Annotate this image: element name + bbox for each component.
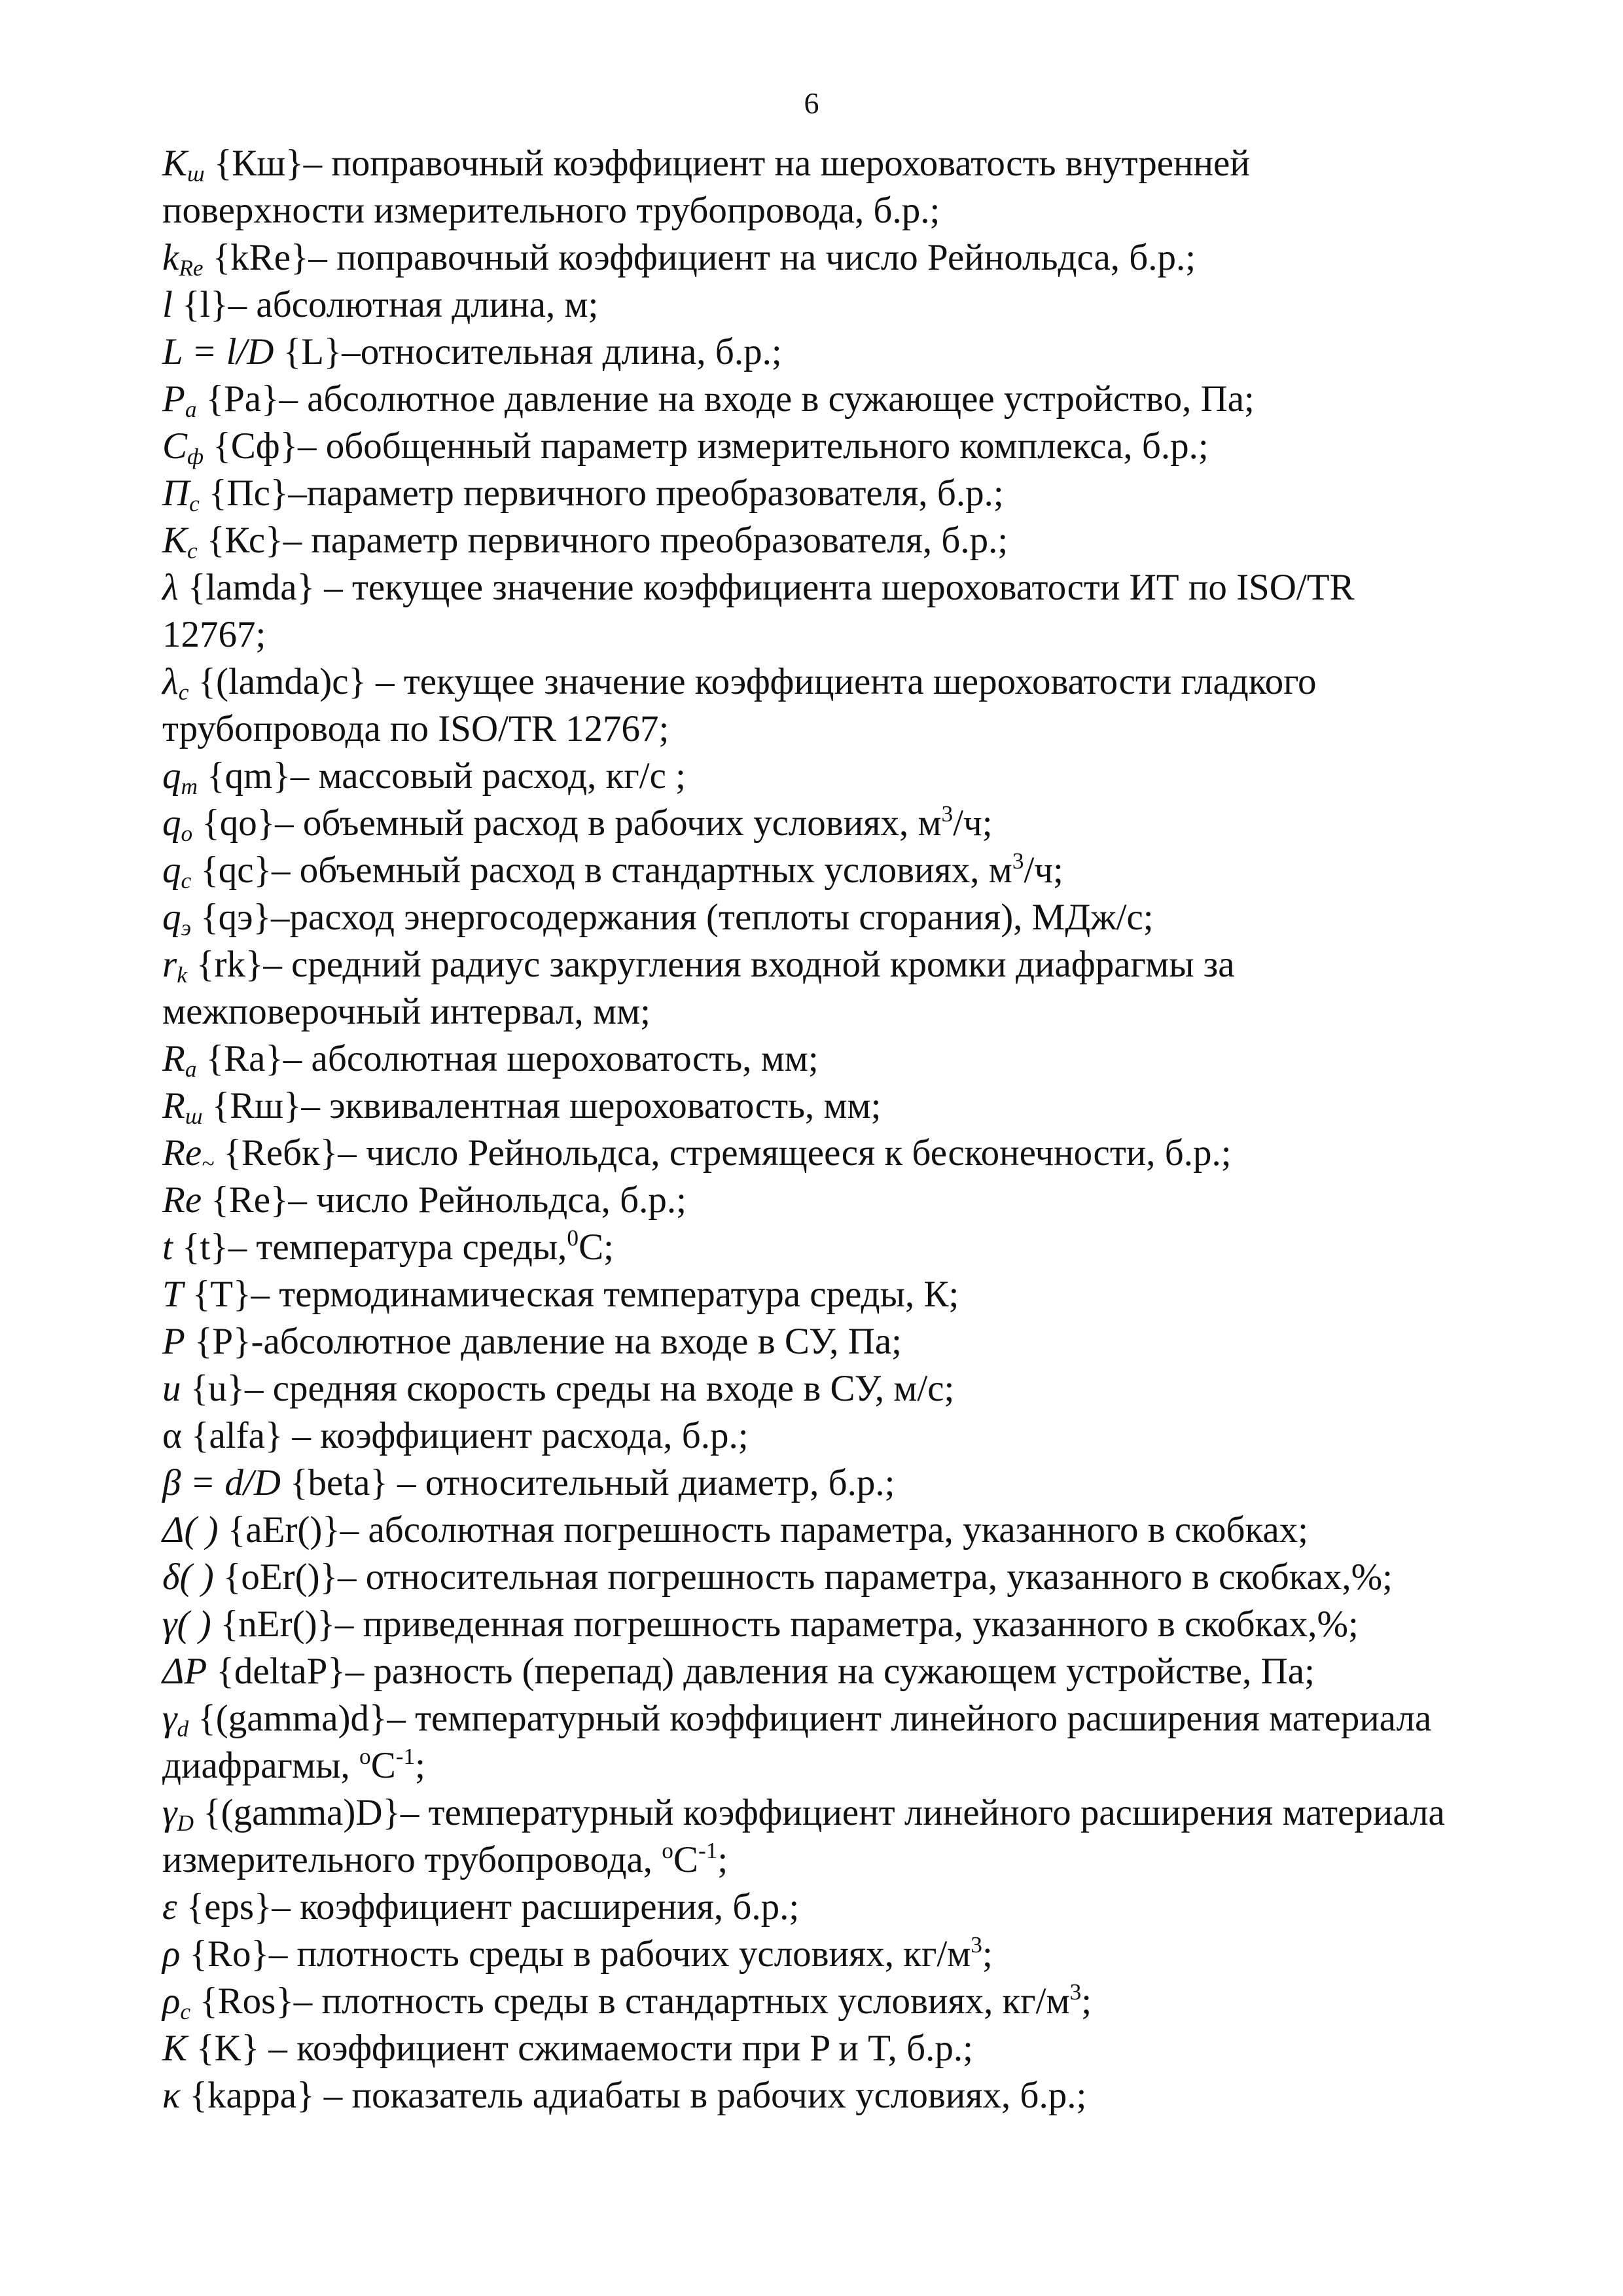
description: – температурный коэффициент линейного расширения материала измерительного трубопровода,	[162, 1792, 1445, 1880]
identifier: {Пс}	[209, 473, 289, 514]
identifier: {L}	[283, 331, 342, 372]
description: – объемный расход в стандартных условиях, м	[271, 850, 1012, 891]
description: – абсолютное давление на входе в сужающее устройство, Па;	[279, 378, 1255, 420]
notation-entry	[162, 1601, 1461, 1648]
notation-list	[162, 140, 1461, 2119]
notation-entry	[162, 1460, 1461, 1507]
identifier: {nEr()}	[220, 1604, 335, 1645]
symbol: q	[162, 850, 181, 891]
symbol: R	[162, 1038, 185, 1079]
symbol: K	[162, 520, 188, 561]
notation-entry	[162, 658, 1461, 753]
symbol-subscript: d	[177, 1715, 189, 1742]
notation-entry	[162, 941, 1461, 1035]
description: – приведенная погрешность параметра, указанного в скобках,%;	[334, 1604, 1359, 1645]
identifier: {qm}	[207, 755, 291, 797]
symbol: q	[162, 897, 181, 938]
identifier: {Кс}	[206, 520, 283, 561]
description: – объемный расход в рабочих условиях, м	[275, 802, 942, 844]
notation-entry	[162, 1412, 1461, 1460]
symbol-subscript: D	[177, 1810, 194, 1836]
description: – обобщенный параметр измерительного комплекса, б.р.;	[298, 425, 1209, 467]
symbol: γ	[162, 1698, 177, 1739]
notation-entry	[162, 1130, 1461, 1177]
symbol: C	[162, 425, 188, 467]
notation-entry	[162, 1365, 1461, 1412]
unit-tail: ;	[415, 1745, 426, 1786]
unit-tail: С	[673, 1839, 698, 1880]
symbol: β = d/D	[162, 1462, 281, 1503]
unit-superscript: 3	[971, 1931, 982, 1958]
symbol: k	[162, 237, 179, 278]
symbol: ρ	[162, 1933, 181, 1975]
unit-tail: С	[370, 1745, 396, 1786]
symbol: P	[162, 378, 185, 420]
symbol: ΔP	[162, 1651, 207, 1692]
description: –расход энергосодержания (теплоты сгорания), МДж/с;	[271, 897, 1154, 938]
identifier: {kRe}	[212, 237, 309, 278]
unit-tail: ;	[717, 1839, 728, 1880]
symbol-subscript: ш	[185, 1103, 203, 1129]
identifier: {Rш}	[211, 1085, 302, 1126]
identifier: {aEr()}	[227, 1509, 340, 1551]
identifier: {(gamma)D}	[203, 1792, 401, 1833]
symbol-subscript: a	[185, 396, 197, 422]
description: – текущее значение коэффициента шероховатости ИТ по ISO/TR 12767;	[162, 567, 1355, 655]
symbol-subscript: с	[189, 490, 200, 516]
description: – плотность среды в рабочих условиях, кг/м	[268, 1933, 971, 1975]
description: – температура среды,	[228, 1227, 567, 1268]
identifier: {T}	[192, 1274, 251, 1315]
page-number: 6	[804, 86, 819, 120]
description: – поправочный коэффициент на шероховатость внутренней поверхности измерительного трубопровода, б.р.;	[162, 143, 1250, 231]
description: – абсолютная длина, м;	[228, 284, 599, 325]
notation-entry	[162, 423, 1461, 470]
description: – относительный диаметр, б.р.;	[387, 1462, 895, 1503]
symbol-subscript: o	[181, 820, 193, 846]
description: – коэффициент расширения, б.р.;	[272, 1886, 800, 1928]
symbol: κ	[162, 2075, 181, 2116]
symbol: R	[162, 1085, 185, 1126]
unit-tail: /ч;	[953, 802, 993, 844]
symbol: q	[162, 802, 181, 844]
notation-entry	[162, 376, 1461, 423]
identifier: {(lamda)c}	[198, 661, 366, 702]
notation-entry	[162, 800, 1461, 847]
symbol: K	[162, 143, 188, 184]
unit-superscript: -1	[395, 1743, 416, 1769]
notation-entry	[162, 1177, 1461, 1224]
notation-entry	[162, 1695, 1461, 1789]
notation-entry	[162, 517, 1461, 564]
identifier: {P}	[194, 1321, 251, 1362]
identifier: {deltaP}	[216, 1651, 346, 1692]
identifier: {qэ}	[200, 897, 272, 938]
notation-entry	[162, 2025, 1461, 2072]
description: – термодинамическая температура среды, К;	[251, 1274, 959, 1315]
symbol-subscript: ~	[202, 1150, 215, 1176]
symbol: t	[162, 1227, 173, 1268]
symbol: λ	[162, 661, 179, 702]
notation-entry	[162, 847, 1461, 894]
notation-entry	[162, 281, 1461, 329]
notation-entry	[162, 470, 1461, 517]
unit-tail: ;	[982, 1933, 993, 1975]
notation-entry	[162, 329, 1461, 376]
description: – текущее значение коэффициента шероховатости гладкого трубопровода по ISO/TR 12767;	[162, 661, 1317, 749]
identifier: {lamda}	[187, 567, 315, 608]
identifier: {Сф}	[213, 425, 298, 467]
symbol: Re	[162, 1179, 202, 1221]
notation-entry	[162, 2072, 1461, 2119]
notation-entry	[162, 1224, 1461, 1271]
description: – коэффициент расхода, б.р.;	[283, 1415, 749, 1456]
description: –параметр первичного преобразователя, б.р.;	[288, 473, 1004, 514]
symbol: γ( )	[162, 1604, 211, 1645]
description: – параметр первичного преобразователя, б.р.;	[283, 520, 1008, 561]
unit-superscript: 3	[1069, 1979, 1082, 2005]
unit-tail: ;	[1081, 1981, 1092, 2022]
notation-entry	[162, 234, 1461, 281]
identifier: {l}	[182, 284, 228, 325]
notation-entry	[162, 1931, 1461, 1978]
notation-entry	[162, 1884, 1461, 1931]
description: – абсолютная шероховатость, мм;	[283, 1038, 819, 1079]
identifier: {qc}	[200, 850, 272, 891]
identifier: {Reбк}	[223, 1132, 338, 1174]
unit-superscript: 3	[1012, 848, 1024, 874]
notation-entry	[162, 1083, 1461, 1130]
notation-entry	[162, 564, 1461, 658]
symbol: u	[162, 1368, 181, 1409]
symbol: L = l/D	[162, 331, 274, 372]
notation-entry	[162, 1271, 1461, 1318]
symbol-subscript: э	[181, 914, 192, 941]
symbol: λ	[162, 567, 179, 608]
description: – коэффициент сжимаемости при P и T, б.р.;	[259, 2028, 973, 2069]
symbol-subscript: c	[187, 537, 198, 564]
identifier: {Ra}	[205, 1038, 283, 1079]
identifier: {eps}	[186, 1886, 272, 1928]
symbol-subscript: ф	[187, 443, 204, 469]
symbol: q	[162, 755, 181, 797]
identifier: {K}	[196, 2028, 260, 2069]
symbol: Δ( )	[162, 1509, 219, 1551]
identifier: {rk}	[196, 944, 264, 985]
symbol: r	[162, 944, 177, 985]
identifier: {qo}	[202, 802, 276, 844]
description: – средний радиус закругления входной кромки диафрагмы за межповерочный интервал, мм;	[162, 944, 1235, 1032]
description: – абсолютная погрешность параметра, указанного в скобках;	[340, 1509, 1308, 1551]
description: –относительная длина, б.р.;	[342, 331, 782, 372]
unit-superscript: o	[662, 1837, 673, 1863]
unit-superscript: -1	[698, 1837, 718, 1863]
description: – разность (перепад) давления на сужающем устройстве, Па;	[345, 1651, 1315, 1692]
identifier: {Pa}	[205, 378, 279, 420]
notation-entry	[162, 894, 1461, 941]
notation-entry	[162, 753, 1461, 800]
symbol: T	[162, 1274, 183, 1315]
identifier: {u}	[190, 1368, 245, 1409]
identifier: {t}	[182, 1227, 228, 1268]
symbol-subscript: Re	[179, 255, 204, 281]
description: – температурный коэффициент линейного расширения материала диафрагмы,	[162, 1698, 1432, 1786]
unit-superscript: 0	[567, 1225, 579, 1251]
unit-tail: С;	[579, 1227, 614, 1268]
description: – эквивалентная шероховатость, мм;	[301, 1085, 882, 1126]
description: – средняя скорость среды на входе в СУ, м/с;	[244, 1368, 955, 1409]
notation-entry	[162, 140, 1461, 234]
symbol-subscript: c	[178, 679, 189, 705]
identifier: {Ro}	[189, 1933, 269, 1975]
description: – число Рейнольдса, стремящееся к бесконечности, б.р.;	[338, 1132, 1232, 1174]
notation-entry	[162, 1554, 1461, 1601]
unit-superscript: 3	[941, 800, 954, 827]
description: – плотность среды в стандартных условиях, кг/м	[293, 1981, 1070, 2022]
description: – массовый расход, кг/с ;	[290, 755, 686, 797]
notation-entry	[162, 1318, 1461, 1365]
symbol: ρ	[162, 1981, 181, 2022]
notation-entry	[162, 1507, 1461, 1554]
identifier: {Ros}	[200, 1981, 294, 2022]
unit-tail: /ч;	[1024, 850, 1063, 891]
symbol: l	[162, 284, 173, 325]
symbol-subscript: c	[180, 1998, 191, 2024]
symbol: P	[162, 1321, 185, 1362]
notation-entry	[162, 1035, 1461, 1083]
description: – относительная погрешность параметра, указанного в скобках,%;	[337, 1556, 1393, 1598]
identifier: {(gamma)d}	[198, 1698, 387, 1739]
symbol-subscript: m	[181, 773, 198, 799]
symbol-subscript: c	[181, 867, 192, 893]
identifier: {kappa}	[189, 2075, 315, 2116]
symbol-subscript: a	[185, 1056, 197, 1082]
identifier: {Re}	[211, 1179, 289, 1221]
symbol: K	[162, 2028, 188, 2069]
symbol: ε	[162, 1886, 177, 1928]
identifier: {beta}	[290, 1462, 388, 1503]
description: – число Рейнольдса, б.р.;	[288, 1179, 687, 1221]
notation-entry	[162, 1648, 1461, 1695]
identifier: {oEr()}	[223, 1556, 338, 1598]
identifier: {alfa}	[191, 1415, 283, 1456]
symbol-subscript: ш	[187, 160, 205, 187]
symbol: γ	[162, 1792, 177, 1833]
description: – поправочный коэффициент на число Рейнольдса, б.р.;	[308, 237, 1196, 278]
description: -абсолютное давление на входе в СУ, Па;	[251, 1321, 902, 1362]
notation-entry	[162, 1789, 1461, 1884]
symbol: П	[162, 473, 190, 514]
identifier: {Кш}	[213, 143, 304, 184]
symbol: δ( )	[162, 1556, 214, 1598]
notation-entry	[162, 1978, 1461, 2025]
unit-superscript: o	[359, 1743, 371, 1769]
symbol: Re	[162, 1132, 202, 1174]
description: – показатель адиабаты в рабочих условиях, б.р.;	[314, 2075, 1087, 2116]
symbol: α	[162, 1415, 182, 1456]
symbol-subscript: k	[177, 961, 187, 988]
